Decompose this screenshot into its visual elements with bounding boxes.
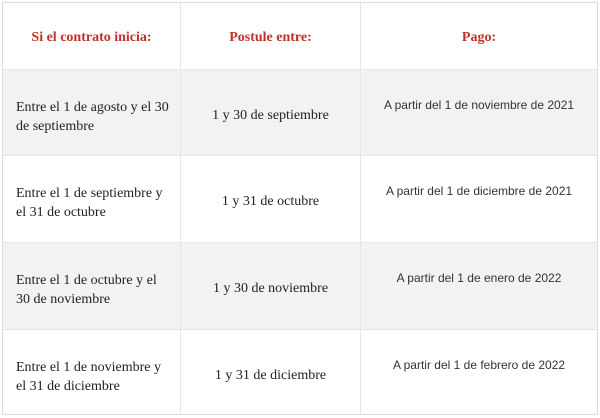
cell-inicio	[3, 243, 181, 329]
postule-text: 1 y 30 de septiembre	[212, 108, 329, 123]
header-cell-inicio	[3, 3, 181, 69]
inicio-text: Entre el 1 de septiembre y el 31 de octubre	[16, 186, 163, 220]
header-postule: Postule entre:	[229, 30, 312, 45]
cell-pago	[361, 330, 597, 414]
header-cell-pago	[361, 3, 597, 69]
header-inicio: Si el contrato inicia:	[31, 30, 152, 45]
inicio-text: Entre el 1 de agosto y el 30 de septiembre	[16, 100, 169, 134]
payment-schedule-table	[2, 2, 598, 415]
pago-text: A partir del 1 de enero de 2022	[396, 271, 562, 285]
postule-text: 1 y 31 de diciembre	[214, 368, 327, 383]
cell-postule	[181, 243, 361, 329]
header-cell-postule	[181, 3, 361, 69]
inicio-text: Entre el 1 de octubre y el 30 de noviembre	[16, 273, 157, 307]
pago-text: A partir del 1 de febrero de 2022	[392, 358, 566, 372]
cell-pago	[361, 70, 597, 155]
postule-text: 1 y 31 de octubre	[221, 194, 320, 209]
inicio-text: Entre el 1 de noviembre y el 31 de diciembre	[16, 360, 162, 394]
pago-text: A partir del 1 de noviembre de 2021	[383, 98, 575, 112]
cell-inicio	[3, 70, 181, 155]
header-pago: Pago:	[461, 30, 497, 45]
table-header-row	[3, 3, 597, 69]
cell-pago	[361, 156, 597, 242]
postule-text: 1 y 30 de noviembre	[212, 281, 329, 296]
table-row	[3, 329, 597, 414]
table-row	[3, 155, 597, 242]
table-row	[3, 69, 597, 155]
cell-inicio	[3, 330, 181, 414]
cell-pago	[361, 243, 597, 329]
table-row	[3, 242, 597, 329]
pago-text: A partir del 1 de diciembre de 2021	[385, 184, 573, 198]
cell-postule	[181, 156, 361, 242]
cell-inicio	[3, 156, 181, 242]
cell-postule	[181, 330, 361, 414]
cell-postule	[181, 70, 361, 155]
